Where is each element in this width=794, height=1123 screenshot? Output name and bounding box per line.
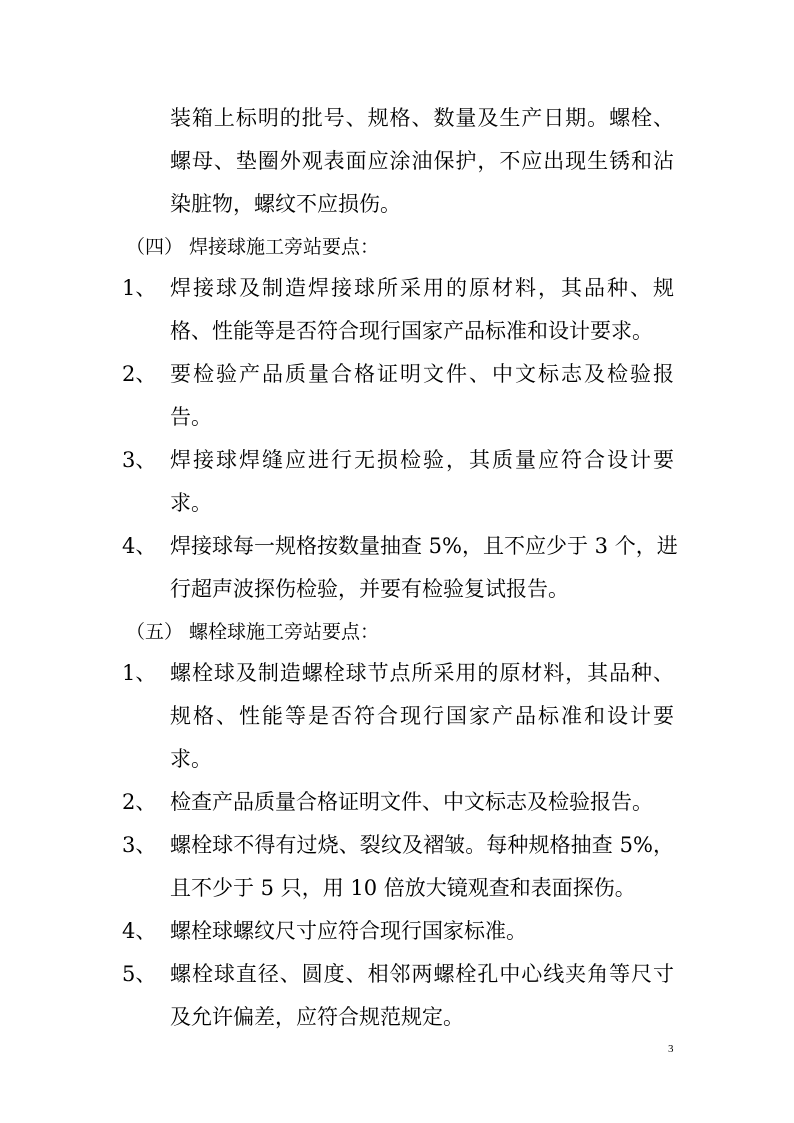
list-item-line: 螺栓球不得有过烧、裂纹及褶皱。每种规格抽查 5%， xyxy=(170,833,674,857)
list-item-line: 规格、性能等是否符合现行国家产品标准和设计要 xyxy=(170,704,674,728)
list-item-line: 及允许偏差，应符合规范规定。 xyxy=(170,1005,464,1029)
section-heading: （四） 焊接球施工旁站要点： xyxy=(126,236,380,258)
list-item-line: 告。 xyxy=(170,405,212,429)
list-item-line: 格、性能等是否符合现行国家产品标准和设计要求。 xyxy=(170,319,653,343)
section-heading: （五） 螺栓球施工旁站要点： xyxy=(126,621,380,643)
paragraph-line: 螺母、垫圈外观表面应涂油保护，不应出现生锈和沾 xyxy=(170,149,674,173)
list-item-line: 检查产品质量合格证明文件、中文标志及检验报告。 xyxy=(170,790,653,814)
list-item-line: 求。 xyxy=(170,747,212,771)
list-item-number: 2、 xyxy=(122,790,157,814)
list-item-number: 3、 xyxy=(122,448,157,472)
page-number: 3 xyxy=(668,1043,674,1055)
list-item-number: 3、 xyxy=(122,833,157,857)
list-item-line: 螺栓球直径、圆度、相邻两螺栓孔中心线夹角等尺寸 xyxy=(170,962,674,986)
list-item-number: 1、 xyxy=(122,276,157,300)
list-item-line: 求。 xyxy=(170,491,212,515)
list-item-line: 螺栓球及制造螺栓球节点所采用的原材料，其品种、 xyxy=(170,661,674,685)
list-item-number: 1、 xyxy=(122,661,157,685)
list-item-line: 要检验产品质量合格证明文件、中文标志及检验报 xyxy=(170,362,674,386)
paragraph-line: 染脏物，螺纹不应损伤。 xyxy=(170,192,401,216)
paragraph-line: 装箱上标明的批号、规格、数量及生产日期。螺栓、 xyxy=(170,106,674,130)
list-item-number: 4、 xyxy=(122,534,157,558)
list-item-number: 4、 xyxy=(122,919,157,943)
list-item-line: 焊接球及制造焊接球所采用的原材料，其品种、规 xyxy=(170,276,674,300)
list-item-line: 焊接球每一规格按数量抽查 5%，且不应少于 3 个，进 xyxy=(170,534,678,558)
list-item-number: 2、 xyxy=(122,362,157,386)
list-item-line: 焊接球焊缝应进行无损检验，其质量应符合设计要 xyxy=(170,448,674,472)
list-item-number: 5、 xyxy=(122,962,157,986)
list-item-line: 且不少于 5 只，用 10 倍放大镜观查和表面探伤。 xyxy=(170,876,636,900)
list-item-line: 螺栓球螺纹尺寸应符合现行国家标准。 xyxy=(170,919,527,943)
list-item-line: 行超声波探伤检验，并要有检验复试报告。 xyxy=(170,577,569,601)
